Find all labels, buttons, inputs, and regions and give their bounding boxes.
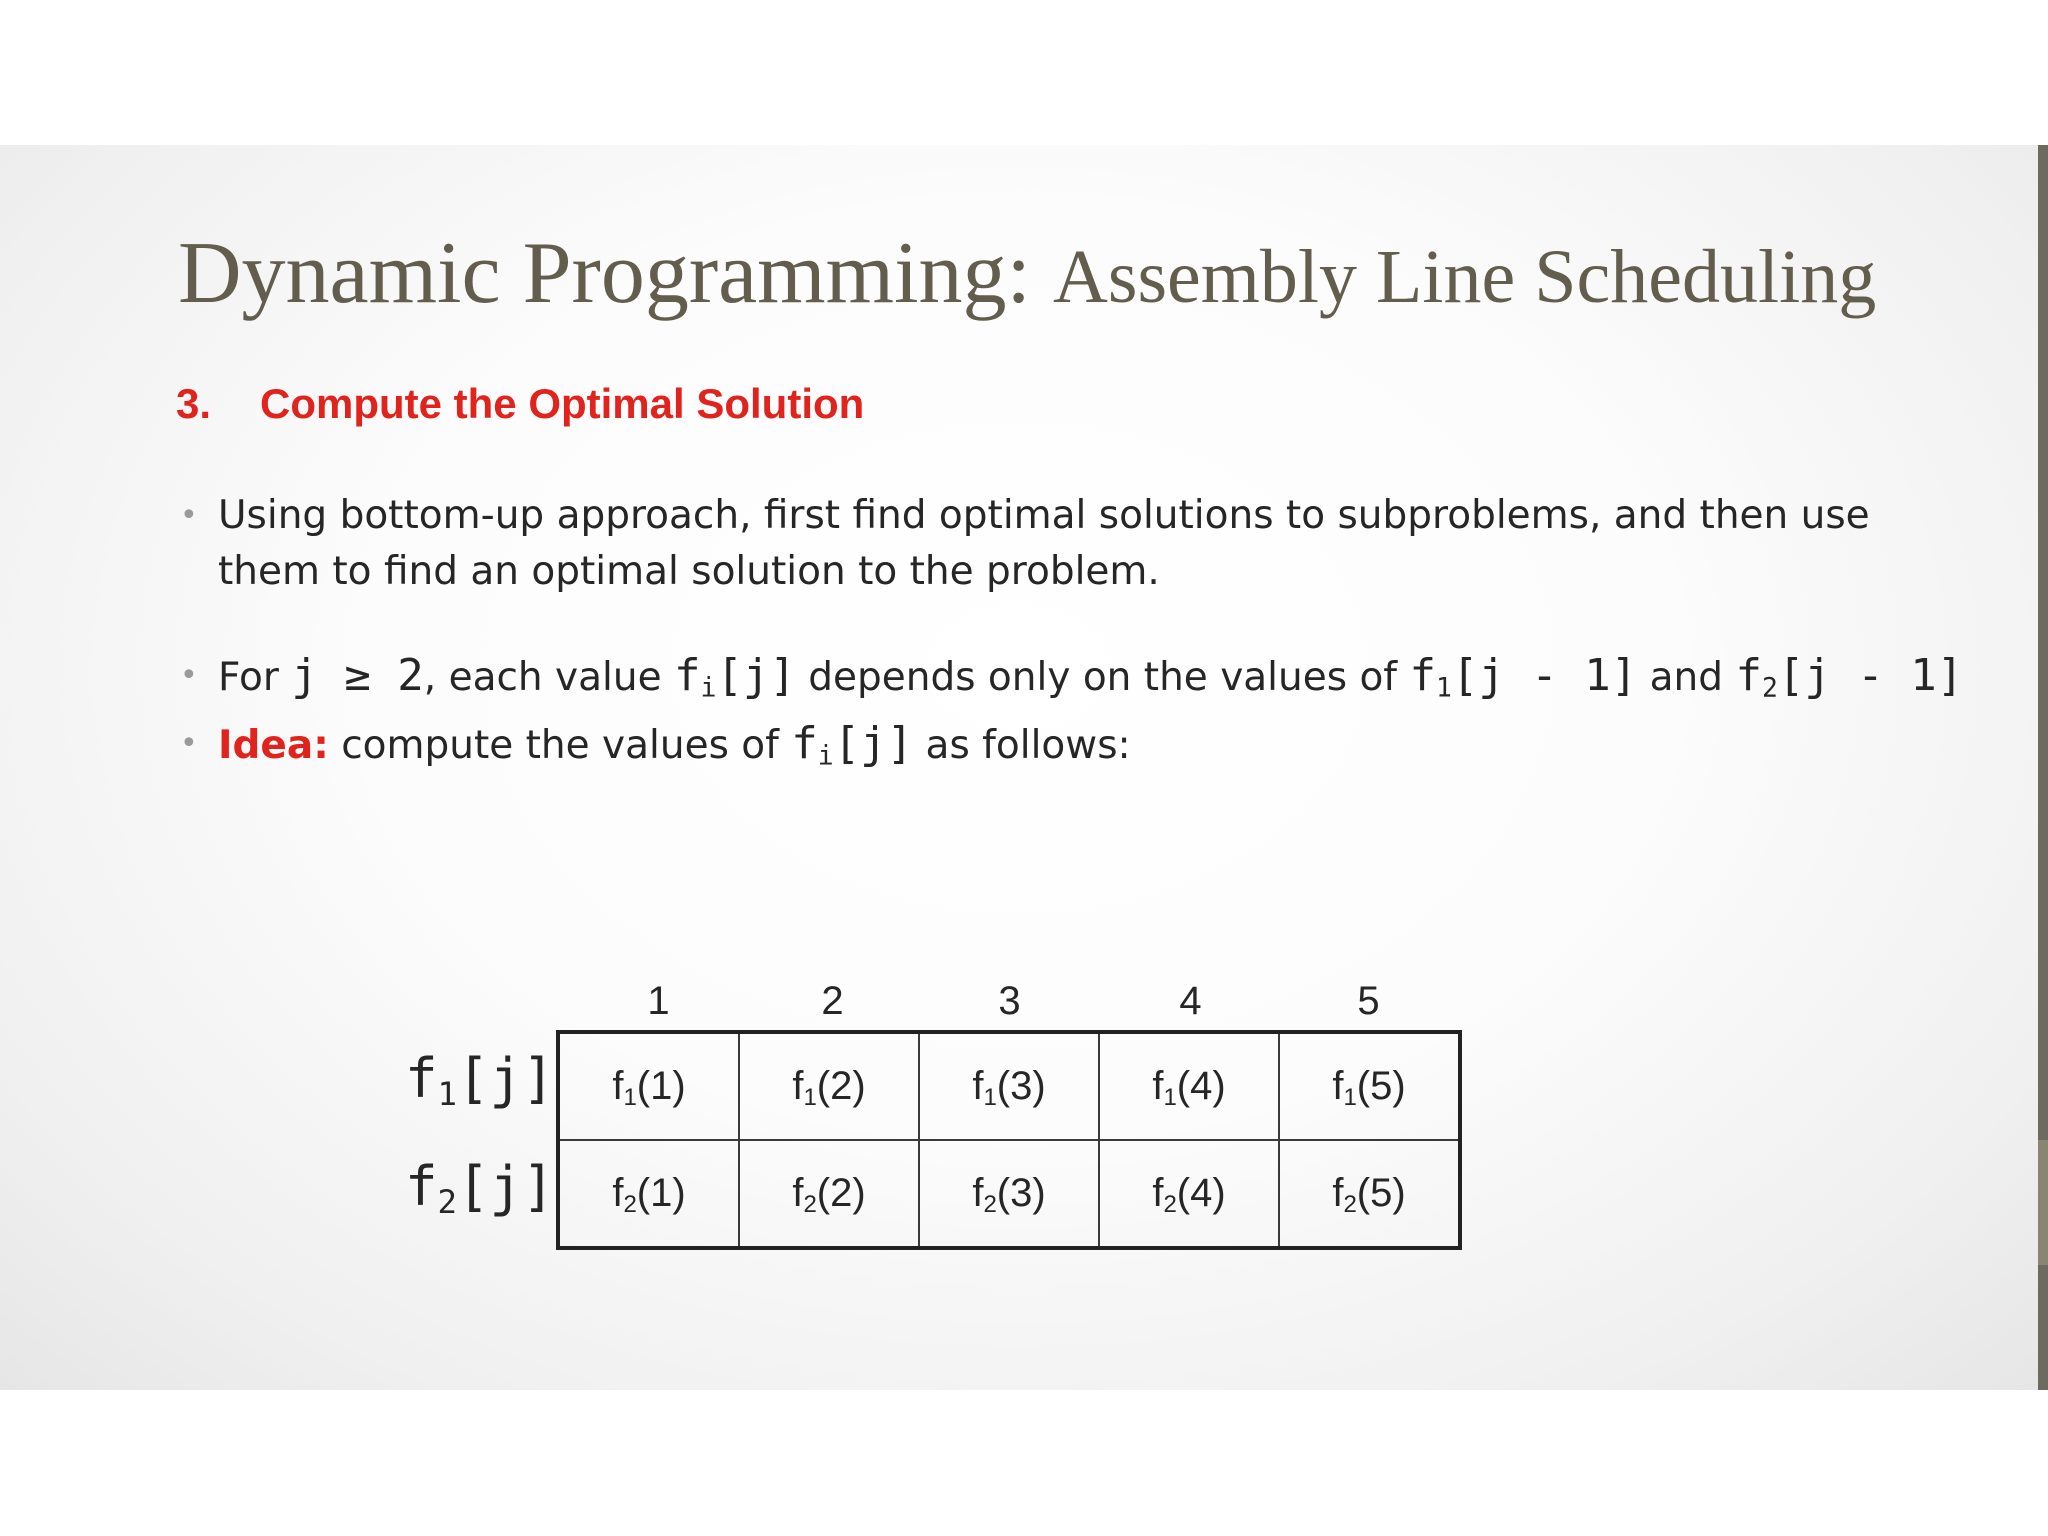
math-subscript: 1 [1435, 672, 1452, 704]
math-subscript: 2 [1761, 672, 1778, 704]
math-argument: (5) [1356, 1171, 1406, 1215]
math-argument: (3) [996, 1064, 1046, 1108]
table-cell [558, 1032, 739, 1140]
math-subscript: i [817, 740, 834, 772]
idea-label: Idea: [218, 723, 329, 768]
table-cell [919, 1032, 1099, 1140]
bullet-line: them to find an optimal solution to the problem. [218, 549, 1160, 594]
math-base: f [1152, 1064, 1164, 1108]
table-cell [739, 1140, 919, 1248]
table-cell [1099, 1032, 1279, 1140]
math-base: f [792, 1064, 804, 1108]
table-row-label [405, 1155, 555, 1222]
math-subscript: 2 [623, 1191, 637, 1218]
bullet-dependency [180, 648, 1964, 706]
math-base: f [1409, 650, 1436, 701]
text-run: , each value [423, 655, 674, 700]
math-argument: (1) [636, 1064, 686, 1108]
math-run [673, 650, 796, 704]
math-subscript: 1 [1343, 1084, 1357, 1111]
math-base: f [405, 1047, 438, 1110]
table-cell [919, 1140, 1099, 1248]
math-subscript: 2 [1343, 1191, 1357, 1218]
bullet-dot-icon: • [180, 726, 198, 761]
math-subscript: 1 [623, 1084, 637, 1111]
math-subscript: 1 [983, 1084, 997, 1111]
text-run: depends only on the values of [795, 655, 1410, 700]
math-base: f [972, 1064, 984, 1108]
table-cell [1099, 1140, 1279, 1248]
math-argument: (2) [816, 1171, 866, 1215]
math-base: f [791, 718, 818, 769]
slide-side-bar-accent [2038, 1140, 2048, 1265]
math-subscript: i [700, 672, 717, 704]
math-subscript: 1 [1163, 1084, 1177, 1111]
math-base: f [972, 1171, 984, 1215]
table-row [558, 1140, 1460, 1248]
math-argument: (5) [1356, 1064, 1406, 1108]
section-title: Compute the Optimal Solution [260, 380, 865, 427]
math-index: [j] [457, 1155, 555, 1218]
slide-title [178, 225, 1877, 322]
bullet-dot-icon: • [180, 658, 198, 693]
table-column-header: 4 [1179, 979, 1202, 1023]
math-argument: (1) [636, 1171, 686, 1215]
math-index: [j] [457, 1047, 555, 1110]
math-argument: (4) [1176, 1064, 1226, 1108]
math-argument: (3) [996, 1171, 1046, 1215]
math-subscript: 1 [437, 1075, 458, 1114]
text-run: as follows: [913, 723, 1131, 768]
math-subscript: 1 [803, 1084, 817, 1111]
math-run [1735, 650, 1964, 704]
math-base: f [1152, 1171, 1164, 1215]
table-column-header: 1 [647, 979, 670, 1023]
table-column-header: 2 [821, 979, 844, 1023]
math-base: f [612, 1064, 624, 1108]
math-argument: (4) [1176, 1171, 1226, 1215]
table-row-label [405, 1047, 555, 1114]
math-subscript: 2 [1163, 1191, 1177, 1218]
math-base: f [612, 1171, 624, 1215]
f-values-table [556, 1030, 1462, 1250]
text-run: For [218, 655, 292, 700]
math-run [1409, 650, 1638, 704]
section-heading [176, 380, 865, 427]
bullet-dot-icon: • [180, 498, 198, 533]
text-run: and [1637, 655, 1736, 700]
math-base: f [1332, 1064, 1344, 1108]
title-main: Dynamic Programming: [178, 225, 1053, 322]
title-sub: Assembly Line Scheduling [1052, 235, 1877, 319]
math-index: [j - 1] [1451, 650, 1638, 701]
table-cell [1279, 1140, 1460, 1248]
math-subscript: 2 [437, 1183, 458, 1222]
math-base: f [792, 1171, 804, 1215]
math-index: [j] [833, 718, 914, 769]
table-cell [558, 1140, 739, 1248]
math-base: f [1332, 1171, 1344, 1215]
math-index: [j] [716, 650, 796, 701]
bullet-bottom-up [180, 488, 1870, 600]
bullet-line: Using bottom-up approach, first find optimal solutions to subproblems, and then use [218, 493, 1870, 538]
table-column-header: 3 [998, 979, 1021, 1023]
table-column-header: 5 [1357, 979, 1380, 1023]
math-subscript: 2 [983, 1191, 997, 1218]
text-run: compute the values of [328, 723, 792, 768]
math-subscript: 2 [803, 1191, 817, 1218]
table-row [558, 1032, 1460, 1140]
section-number: 3. [176, 380, 212, 427]
math-base: f [1735, 650, 1762, 701]
math-index: [j - 1] [1777, 650, 1964, 701]
math-run [791, 718, 914, 772]
table-cell [1279, 1032, 1460, 1140]
bullet-idea [180, 716, 1131, 774]
table-cell [739, 1032, 919, 1140]
math-base: f [673, 650, 701, 701]
math-base: f [405, 1155, 438, 1218]
math-run: j ≥ 2 [291, 650, 424, 701]
math-argument: (2) [816, 1064, 866, 1108]
